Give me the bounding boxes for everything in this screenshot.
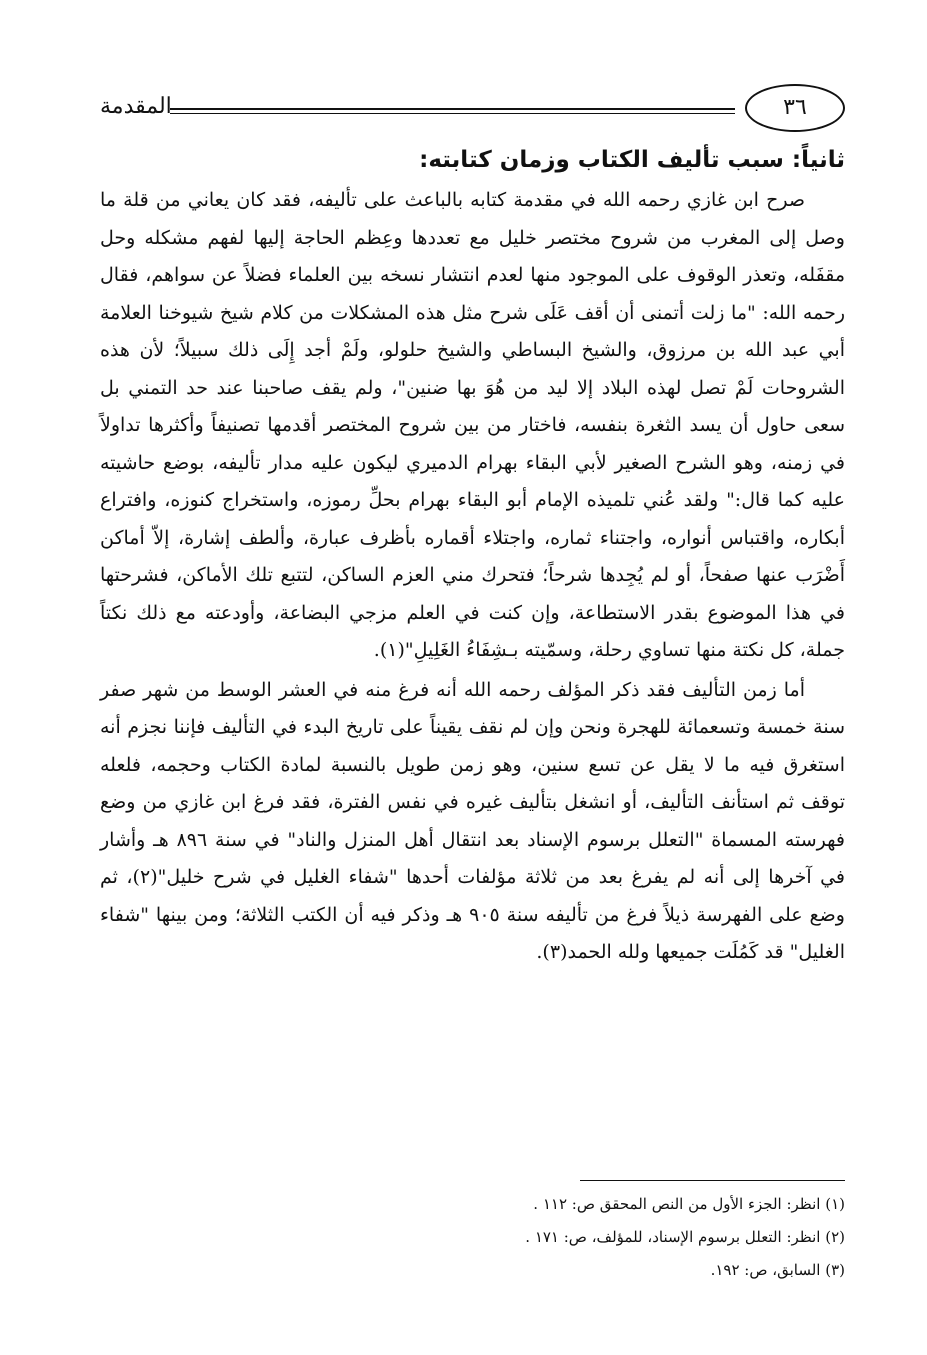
- footnote-3: (٣) السابق، ص: ١٩٢.: [710, 1261, 845, 1279]
- footnote-1: (١) انظر: الجزء الأول من النص المحقق ص: ١١٢ .: [533, 1195, 845, 1213]
- footnote-2: (٢) انظر: التعلل برسوم الإسناد، للمؤلف، ص: ١٧١ .: [525, 1228, 845, 1246]
- page-header: [100, 80, 845, 140]
- running-section-title: المقدمة: [100, 94, 172, 119]
- page-number: ٣٦: [745, 84, 845, 132]
- paragraph-1: صرح ابن غازي رحمه الله في مقدمة كتابه بالباعث على تأليفه، فقد كان يعاني من قلة ما وصل إلى المغرب من شروح مختصر خليل مع تعددها وعِظم الحاجة إليها لفهم مشكله وحل مقفَله، وتعذر الوقوف على الموجود منها لعدم انتشار نسخه بين العلماء فضلاً عن سواهم، فقال رحمه الله: "ما زلت أتمنى أن أقف عَلَى شرح مثل هذه المشكلات من كلام شيخ شيوخنا العلامة أبي عبد الله بن مرزوق، والشيخ البساطي والشيخ حلولو، ولَمْ أجد إِلَى ذلك سبيلاً؛ لأن هذه الشروحات لَمْ تصل لهذه البلاد إلا ليد من هُوَ بها ضنين"، ولم يقف صاحبنا عند حد التمني بل سعى حاول أن يسد الثغرة بنفسه، فاختار من بين شروح المختصر أقدمها تصنيفاً وأكثرها تداولاً في زمنه، وهو الشرح الصغير لأبي البقاء بهرام الدميري ليكون عليه مدار تأليفه، بوضع حاشيته عليه كما قال:" ولقد عُني تلميذه الإمام أبو البقاء بهرام بحلِّ رموزه، واستخراج كنوزه، وافتراع أبكاره، واقتباس أنواره، واجتناء ثماره، واجتلاء أقماره بأظرف عبارة، وألطف إشارة، إلاّ أماكن أَضْرَب عنها صفحاً، أو لم يُجِدها شرحاً؛ فتحرك مني العزم الساكن، لتتبع تلك الأماكن، فشرحتها في هذا الموضوع بقدر الاستطاعة، وإن كنت في العلم مزجي البضاعة، وأودعته مع ذلك نكتاً جملة، كل نكتة منها تساوي رحلة، وسمّيته بـشِفَاءُ الغَلِيلِ"(١).: [100, 189, 845, 661]
- footnote-separator: [580, 1180, 845, 1181]
- section-title: ثانياً: سبب تأليف الكتاب وزمان كتابته:: [419, 147, 845, 173]
- header-rule-thin: [170, 113, 735, 114]
- paragraph-2: أما زمن التأليف فقد ذكر المؤلف رحمه الله أنه فرغ منه في العشر الوسط من شهر صفر سنة خمسة وتسعمائة للهجرة ونحن وإن لم نقف يقيناً على تاريخ البدء في التأليف فإننا نجزم أنه استغرق فيه ما لا يقل عن تسع سنين، وهو زمن طويل بالنسبة لمادة الكتاب وحجمه، فلعله توقف ثم استأنف التأليف، أو انشغل بتأليف غيره في نفس الفترة، فقد فرغ ابن غازي من وضع فهرسته المسماة "التعلل برسوم الإسناد بعد انتقال أهل المنزل والناد" في سنة ٨٩٦ هـ وأشار في آخرها إلى أنه لم يفرغ بعد من ثلاثة مؤلفات أحدها "شفاء الغليل في شرح خليل"(٢)، ثم وضع على الفهرسة ذيلاً فرغ من تأليفه سنة ٩٠٥ هـ وذكر فيه أن الكتب الثلاثة؛ ومن بينها "شفاء الغليل" قد كَمُلَت جميعها ولله الحمد(٣).: [100, 678, 845, 963]
- main-content: [100, 140, 845, 972]
- header-rule: [170, 108, 735, 110]
- footnotes: [345, 1188, 845, 1287]
